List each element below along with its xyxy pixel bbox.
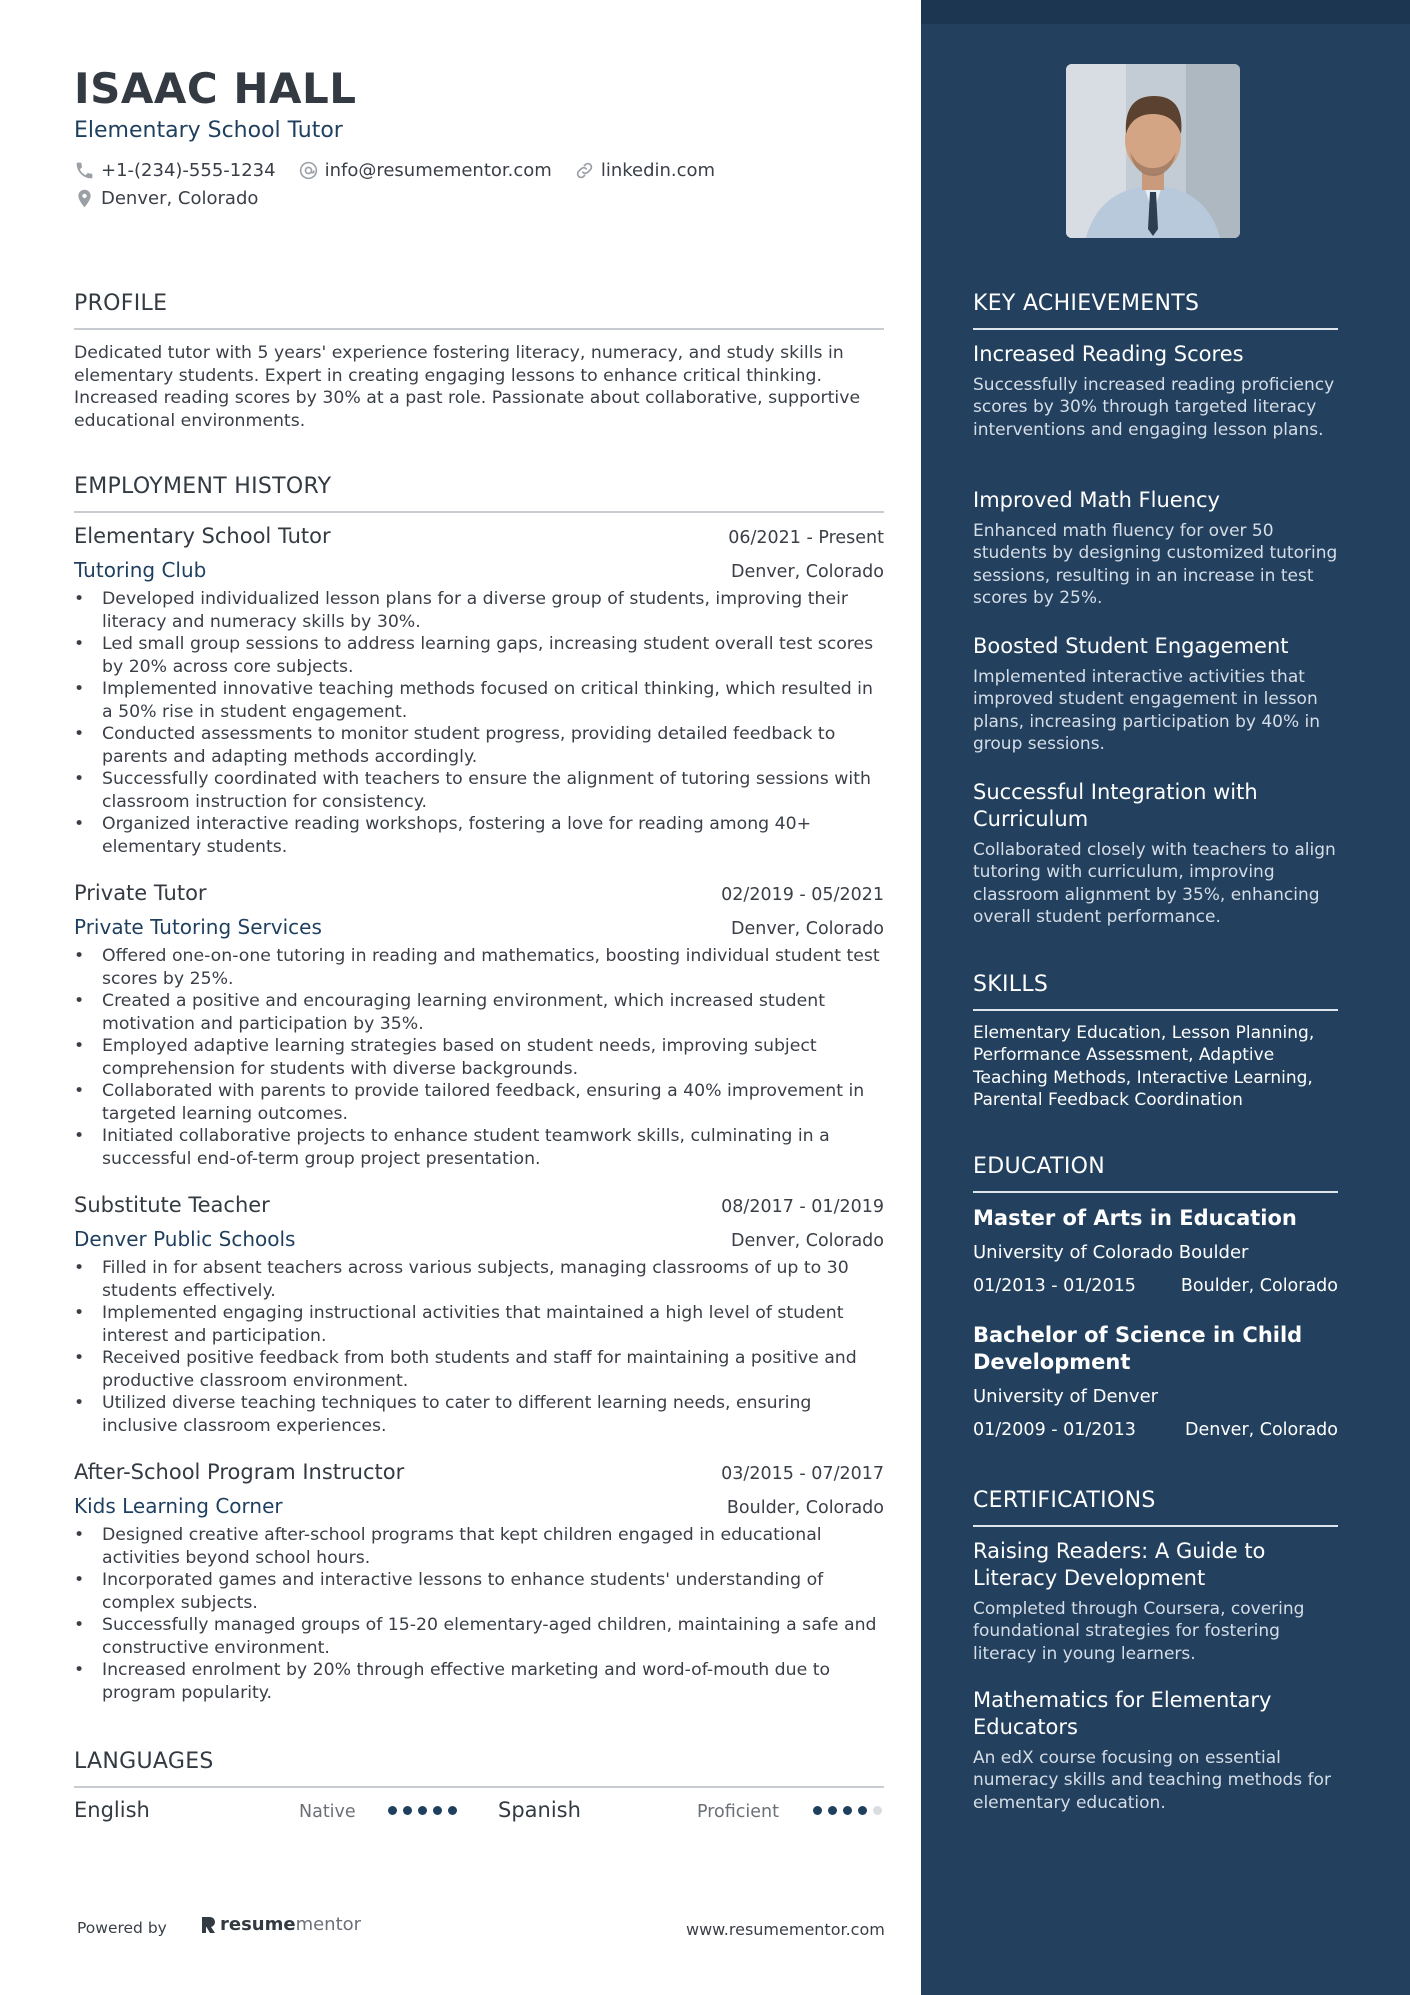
- education-location: Denver, Colorado: [1184, 1420, 1338, 1440]
- job-bullet: • Collaborated with parents to provide tailored feedback, ensuring a 40% improvement in targeted learning outcomes.: [74, 1080, 884, 1125]
- language-name: English: [74, 1798, 150, 1822]
- job-company: Tutoring Club: [74, 558, 207, 582]
- education-degree: Master of Arts in Education: [973, 1206, 1297, 1230]
- job-bullet: • Successfully coordinated with teachers to ensure the alignment of tutoring sessions with classroom instruction for consistency.: [74, 768, 884, 813]
- job-title: Private Tutor: [74, 881, 207, 905]
- education-school: University of Denver: [973, 1386, 1159, 1407]
- job-title: Substitute Teacher: [74, 1193, 270, 1217]
- language-rating: [388, 1806, 457, 1815]
- powered-by-label: Powered by: [77, 1919, 167, 1937]
- job-bullet: • Developed individualized lesson plans for a diverse group of students, improving their literacy and numeracy skills by 30%.: [74, 588, 884, 633]
- link-icon: [574, 160, 595, 181]
- certifications-heading: CERTIFICATIONS: [973, 1488, 1338, 1527]
- rating-dot-filled: [388, 1806, 397, 1815]
- achievement-title: Increased Reading Scores: [973, 342, 1244, 366]
- job-bullet: • Filled in for absent teachers across various subjects, managing classrooms of up to 30 students effectively.: [74, 1257, 884, 1302]
- rating-dot-filled: [813, 1806, 822, 1815]
- education-heading: EDUCATION: [973, 1154, 1338, 1193]
- contact-linkedin[interactable]: [574, 160, 715, 181]
- education-item: [973, 1205, 1338, 1296]
- at-icon: [298, 160, 319, 181]
- contact-linkedin-text: linkedin.com: [600, 160, 716, 181]
- language-rating: [813, 1806, 882, 1815]
- achievement-item: [973, 779, 1338, 928]
- certification-item: [973, 1538, 1338, 1665]
- certification-text: An edX course focusing on essential numeracy skills and teaching methods for elementary education.: [973, 1748, 1331, 1813]
- language-name: Spanish: [498, 1798, 581, 1822]
- skills-text: Elementary Education, Lesson Planning, Performance Assessment, Adaptive Teaching Methods, Interactive Learning, Parental Feedback Coordination: [973, 1023, 1315, 1110]
- location-icon: [74, 188, 95, 209]
- languages-row: [74, 1798, 884, 1828]
- job-location: Denver, Colorado: [730, 919, 884, 939]
- achievement-title: Boosted Student Engagement: [973, 634, 1289, 658]
- contact-row-2: [74, 188, 258, 209]
- achievement-text: Successfully increased reading proficiency scores by 30% through targeted literacy interventions and engaging lesson plans.: [973, 375, 1335, 440]
- avatar-portrait: [1066, 64, 1240, 238]
- job-bullet: • Offered one-on-one tutoring in reading and mathematics, boosting individual student test scores by 25%.: [74, 945, 884, 990]
- candidate-name: ISAAC HALL: [74, 64, 357, 113]
- footer-url[interactable]: www.resumementor.com: [686, 1920, 885, 1939]
- achievement-title: Successful Integration with Curriculum: [973, 780, 1258, 831]
- job-bullet: • Successfully managed groups of 15-20 elementary-aged children, maintaining a safe and constructive environment.: [74, 1614, 884, 1659]
- achievement-text: Implemented interactive activities that improved student engagement in lesson plans, increasing participation by 40% in group sessions.: [973, 667, 1321, 754]
- rating-dot-filled: [858, 1806, 867, 1815]
- education-degree: Bachelor of Science in Child Development: [973, 1323, 1303, 1374]
- job-entry: [74, 881, 884, 1170]
- job-bullet: • Initiated collaborative projects to enhance student teamwork skills, culminating in a successful end-of-term group project presentation.: [74, 1125, 884, 1170]
- employment-heading: EMPLOYMENT HISTORY: [74, 474, 884, 513]
- job-title: After-School Program Instructor: [74, 1460, 405, 1484]
- rating-dot-empty: [873, 1806, 882, 1815]
- profile-photo: [1066, 64, 1240, 238]
- rating-dot-filled: [843, 1806, 852, 1815]
- job-bullets: [74, 1257, 884, 1437]
- logo-text-bold: resume: [220, 1914, 296, 1935]
- achievements-heading: KEY ACHIEVEMENTS: [973, 291, 1338, 330]
- achievement-item: [973, 341, 1338, 441]
- job-bullet: • Created a positive and encouraging learning environment, which increased student motivation and participation by 35%.: [74, 990, 884, 1035]
- contact-phone-text: +1-(234)-555-1234: [101, 160, 276, 181]
- contact-email[interactable]: [298, 160, 552, 181]
- education-item: [973, 1322, 1338, 1440]
- job-location: Denver, Colorado: [730, 1231, 884, 1251]
- rating-dot-filled: [403, 1806, 412, 1815]
- candidate-role: Elementary School Tutor: [74, 118, 343, 143]
- logo-mark-icon: [200, 1915, 216, 1935]
- job-bullet: • Organized interactive reading workshops, fostering a love for reading among 40+ elementary students.: [74, 813, 884, 858]
- language-level: Proficient: [697, 1802, 779, 1822]
- job-bullet: • Implemented innovative teaching methods focused on critical thinking, which resulted in a 50% rise in student engagement.: [74, 678, 884, 723]
- achievement-title: Improved Math Fluency: [973, 488, 1220, 512]
- job-bullet: • Led small group sessions to address learning gaps, increasing student overall test scores by 20% across core subjects.: [74, 633, 884, 678]
- achievement-text: Enhanced math fluency for over 50 students by designing customized tutoring sessions, resulting in an increase in test scores by 25%.: [973, 521, 1338, 608]
- job-bullet: • Designed creative after-school programs that kept children engaged in educational activities beyond school hours.: [74, 1524, 884, 1569]
- contact-email-text: info@resumementor.com: [324, 160, 552, 181]
- certification-title: Mathematics for Elementary Educators: [973, 1688, 1272, 1739]
- sidebar: [921, 0, 1410, 1995]
- rating-dot-filled: [418, 1806, 427, 1815]
- job-company: Kids Learning Corner: [74, 1494, 283, 1518]
- job-dates: 08/2017 - 01/2019: [721, 1197, 884, 1217]
- certification-item: [973, 1687, 1338, 1814]
- job-entry: [74, 524, 884, 858]
- job-bullet: • Conducted assessments to monitor student progress, providing detailed feedback to parents and adapting methods accordingly.: [74, 723, 884, 768]
- job-bullet: • Utilized diverse teaching techniques to cater to different learning needs, ensuring inclusive classroom experiences.: [74, 1392, 884, 1437]
- job-location: Denver, Colorado: [730, 562, 884, 582]
- profile-heading: PROFILE: [74, 291, 884, 330]
- job-company: Denver Public Schools: [74, 1227, 296, 1251]
- phone-icon: [74, 160, 95, 181]
- sidebar-top-band: [921, 0, 1410, 24]
- education-dates: 01/2009 - 01/2013: [973, 1420, 1136, 1440]
- job-bullet: • Received positive feedback from both students and staff for maintaining a positive and productive classroom environment.: [74, 1347, 884, 1392]
- job-dates: 02/2019 - 05/2021: [721, 885, 884, 905]
- achievement-text: Collaborated closely with teachers to align tutoring with curriculum, improving classroom alignment by 35%, enhancing overall student performance.: [973, 840, 1336, 927]
- contact-location-text: Denver, Colorado: [101, 188, 259, 209]
- job-bullets: [74, 588, 884, 858]
- achievement-item: [973, 487, 1338, 609]
- education-location: Boulder, Colorado: [1180, 1276, 1338, 1296]
- contact-phone[interactable]: [74, 160, 276, 181]
- resumementor-logo[interactable]: [200, 1914, 361, 1935]
- logo-text-light: mentor: [295, 1914, 362, 1935]
- job-bullet: • Employed adaptive learning strategies based on student needs, improving subject comprehension for students with diverse backgrounds.: [74, 1035, 884, 1080]
- education-school: University of Colorado Boulder: [973, 1242, 1249, 1263]
- achievement-item: [973, 633, 1338, 755]
- job-bullets: [74, 1524, 884, 1704]
- job-entry: [74, 1193, 884, 1437]
- job-company: Private Tutoring Services: [74, 915, 322, 939]
- rating-dot-filled: [828, 1806, 837, 1815]
- job-bullet: • Incorporated games and interactive lessons to enhance students' understanding of complex subjects.: [74, 1569, 884, 1614]
- skills-heading: SKILLS: [973, 972, 1338, 1011]
- job-bullet: • Increased enrolment by 20% through effective marketing and word-of-mouth due to program popularity.: [74, 1659, 884, 1704]
- rating-dot-filled: [448, 1806, 457, 1815]
- job-entry: [74, 1460, 884, 1704]
- job-location: Boulder, Colorado: [726, 1498, 884, 1518]
- job-bullet: • Implemented engaging instructional activities that maintained a high level of student interest and participation.: [74, 1302, 884, 1347]
- rating-dot-filled: [433, 1806, 442, 1815]
- education-dates: 01/2013 - 01/2015: [973, 1276, 1136, 1296]
- job-dates: 03/2015 - 07/2017: [721, 1464, 884, 1484]
- contact-location: [74, 188, 258, 209]
- certification-title: Raising Readers: A Guide to Literacy Development: [973, 1539, 1266, 1590]
- job-dates: 06/2021 - Present: [728, 528, 884, 548]
- job-bullets: [74, 945, 884, 1170]
- language-level: Native: [299, 1802, 356, 1822]
- job-title: Elementary School Tutor: [74, 524, 331, 548]
- certification-text: Completed through Coursera, covering foundational strategies for fostering literacy in young learners.: [973, 1599, 1305, 1664]
- languages-heading: LANGUAGES: [74, 1749, 884, 1788]
- profile-text: Dedicated tutor with 5 years' experience fostering literacy, numeracy, and study skills in elementary students. Expert in creating engaging lessons to enhance critical thinking. Increased reading scores by 30% at a past role. Passionate about collaborative, supportive educational environments.: [74, 343, 861, 431]
- contact-row: [74, 160, 715, 181]
